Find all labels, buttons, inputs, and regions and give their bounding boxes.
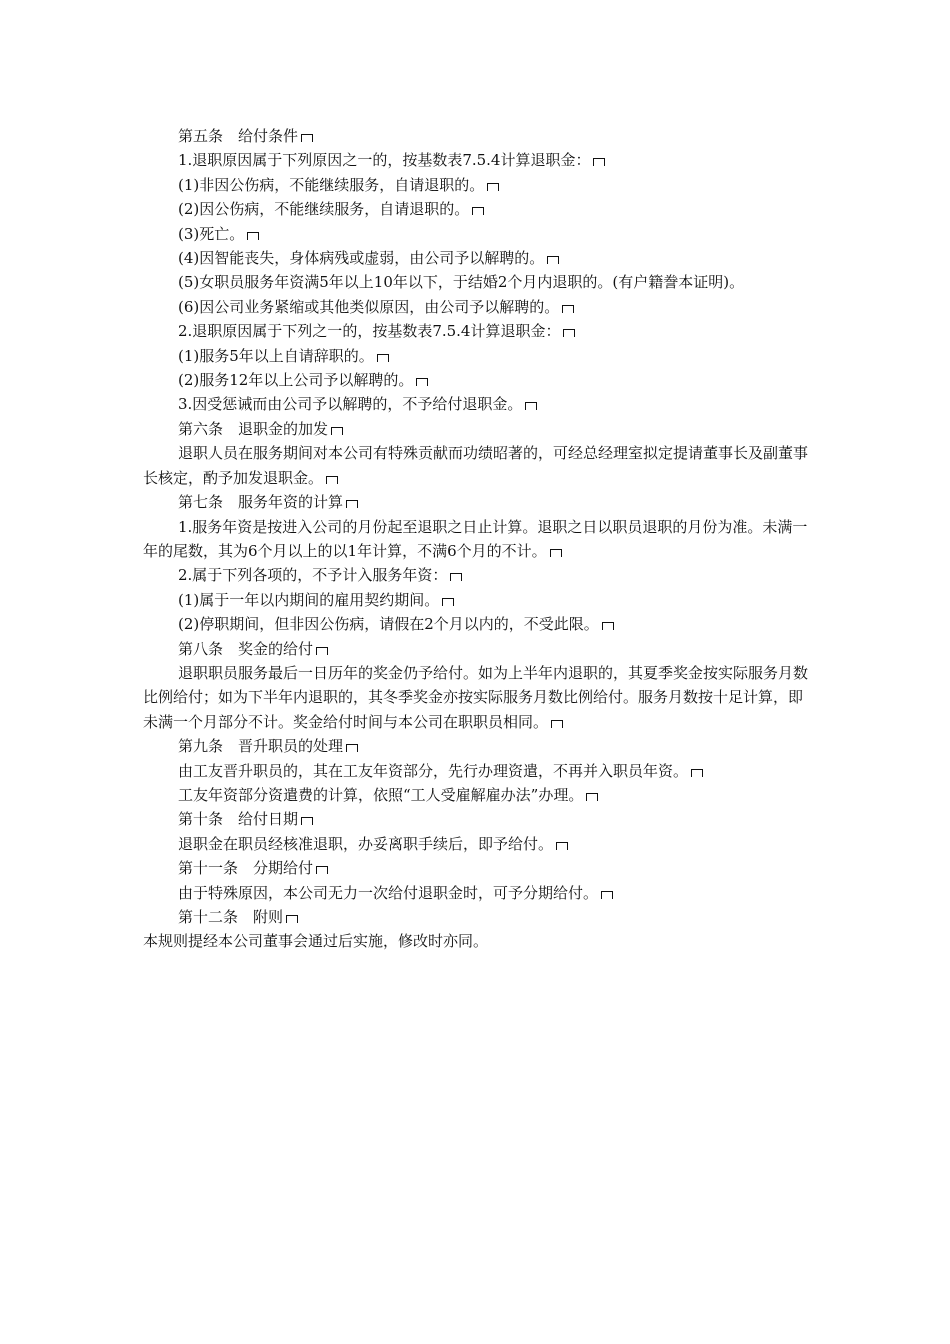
paragraph-text: 第六条 退职金的加发 (178, 419, 329, 438)
paragraph-mark-icon (442, 598, 454, 606)
paragraph-10 (143, 344, 813, 368)
paragraph-mark-icon (331, 427, 343, 435)
document-body (143, 124, 813, 954)
paragraph-text: 1.服务年资是按进入公司的月份起至退职之日止计算。退职之日以职员退职的月份为准。未满一年的尾数，其为6个月以上的以1年计算，不满6个月的不计。 (143, 517, 808, 560)
paragraph-19 (143, 612, 813, 636)
paragraph-23 (143, 759, 813, 783)
paragraph-22 (143, 734, 813, 758)
paragraph-3 (143, 173, 813, 197)
paragraph-17 (143, 563, 813, 587)
paragraph-text: 退职职员服务最后一日历年的奖金仍予给付。如为上半年内退职的，其夏季奖金按实际服务月数比例给付；如为下半年内退职的，其冬季奖金亦按实际服务月数比例给付。服务月数按十足计算，即未满一个月部分不计。奖金给付时间与本公司在职职员相同。 (143, 663, 809, 731)
paragraph-mark-icon (346, 744, 358, 752)
paragraph-9 (143, 319, 813, 343)
paragraph-20 (143, 637, 813, 661)
paragraph-28 (143, 881, 813, 905)
paragraph-mark-icon (301, 134, 313, 142)
paragraph-mark-icon (551, 720, 563, 728)
paragraph-text: (4)因智能丧失，身体病残或虚弱，由公司予以解聘的。 (178, 249, 545, 268)
paragraph-29 (143, 905, 813, 929)
paragraph-text: 第七条 服务年资的计算 (178, 493, 344, 512)
paragraph-7 (143, 270, 813, 294)
paragraph-text: (1)非因公伤病，不能继续服务，自请退职的。 (178, 175, 485, 194)
paragraph-text: 2.退职原因属于下列之一的，按基数表7.5.4计算退职金： (178, 322, 561, 341)
paragraph-24 (143, 783, 813, 807)
paragraph-mark-icon (602, 622, 614, 630)
paragraph-mark-icon (586, 793, 598, 801)
paragraph-mark-icon (691, 769, 703, 777)
paragraph-16 (143, 515, 813, 564)
paragraph-5 (143, 222, 813, 246)
paragraph-27 (143, 856, 813, 880)
paragraph-13 (143, 417, 813, 441)
paragraph-21 (143, 661, 813, 734)
paragraph-text: 1.退职原因属于下列原因之一的，按基数表7.5.4计算退职金： (178, 151, 591, 170)
paragraph-text: (5)女职员服务年资满5年以上10年以下，于结婚2个月内退职的。(有户籍誊本证明)。 (178, 273, 745, 292)
paragraph-mark-icon (593, 158, 605, 166)
paragraph-text: 工友年资部分资遣费的计算，依照“工人受雇解雇办法”办理。 (178, 785, 584, 804)
paragraph-mark-icon (286, 915, 298, 923)
paragraph-mark-icon (487, 183, 499, 191)
paragraph-30 (143, 929, 813, 953)
paragraph-11 (143, 368, 813, 392)
paragraph-mark-icon (247, 232, 259, 240)
paragraph-text: 退职人员在服务期间对本公司有特殊贡献而功绩昭著的，可经总经理室拟定提请董事长及副董事长核定，酌予加发退职金。 (143, 444, 809, 487)
paragraph-mark-icon (316, 866, 328, 874)
paragraph-6 (143, 246, 813, 270)
paragraph-mark-icon (301, 817, 313, 825)
paragraph-8 (143, 295, 813, 319)
paragraph-4 (143, 197, 813, 221)
paragraph-text: 3.因受惩诫而由公司予以解聘的，不予给付退职金。 (178, 395, 523, 414)
paragraph-mark-icon (346, 500, 358, 508)
paragraph-mark-icon (450, 573, 462, 581)
paragraph-mark-icon (472, 207, 484, 215)
paragraph-text: (6)因公司业务紧缩或其他类似原因，由公司予以解聘的。 (178, 297, 560, 316)
paragraph-15 (143, 490, 813, 514)
paragraph-1 (143, 124, 813, 148)
paragraph-25 (143, 807, 813, 831)
paragraph-text: 第十一条 分期给付 (178, 859, 314, 878)
paragraph-mark-icon (562, 305, 574, 313)
paragraph-text: (2)因公伤病，不能继续服务，自请退职的。 (178, 200, 470, 219)
paragraph-text: 2.属于下列各项的，不予计入服务年资： (178, 566, 448, 585)
paragraph-text: 本规则提经本公司董事会通过后实施，修改时亦同。 (143, 932, 489, 951)
paragraph-text: (2)服务12年以上公司予以解聘的。 (178, 371, 414, 390)
paragraph-18 (143, 588, 813, 612)
paragraph-mark-icon (525, 402, 537, 410)
paragraph-mark-icon (563, 329, 575, 337)
paragraph-text: (2)停职期间，但非因公伤病，请假在2个月以内的，不受此限。 (178, 615, 599, 634)
paragraph-mark-icon (416, 378, 428, 386)
paragraph-mark-icon (550, 549, 562, 557)
paragraph-mark-icon (326, 476, 338, 484)
paragraph-text: 由工友晋升职员的，其在工友年资部分，先行办理资遣，不再并入职员年资。 (178, 761, 689, 780)
paragraph-text: (3)死亡。 (178, 224, 245, 243)
paragraph-text: 第十条 给付日期 (178, 810, 299, 829)
paragraph-mark-icon (377, 354, 389, 362)
paragraph-text: 由于特殊原因，本公司无力一次给付退职金时，可予分期给付。 (178, 883, 599, 902)
paragraph-text: 第八条 奖金的给付 (178, 639, 314, 658)
paragraph-mark-icon (601, 891, 613, 899)
paragraph-mark-icon (556, 842, 568, 850)
paragraph-text: (1)属于一年以内期间的雇用契约期间。 (178, 590, 440, 609)
paragraph-text: 退职金在职员经核准退职，办妥离职手续后，即予给付。 (178, 834, 554, 853)
paragraph-mark-icon (316, 647, 328, 655)
paragraph-12 (143, 392, 813, 416)
paragraph-14 (143, 441, 813, 490)
paragraph-mark-icon (547, 256, 559, 264)
paragraph-text: 第十二条 附则 (178, 908, 284, 926)
paragraph-2 (143, 148, 813, 172)
paragraph-text: 第五条 给付条件 (178, 127, 299, 145)
paragraph-text: (1)服务5年以上自请辞职的。 (178, 346, 374, 365)
paragraph-text: 第九条 晋升职员的处理 (178, 737, 344, 756)
paragraph-26 (143, 832, 813, 856)
